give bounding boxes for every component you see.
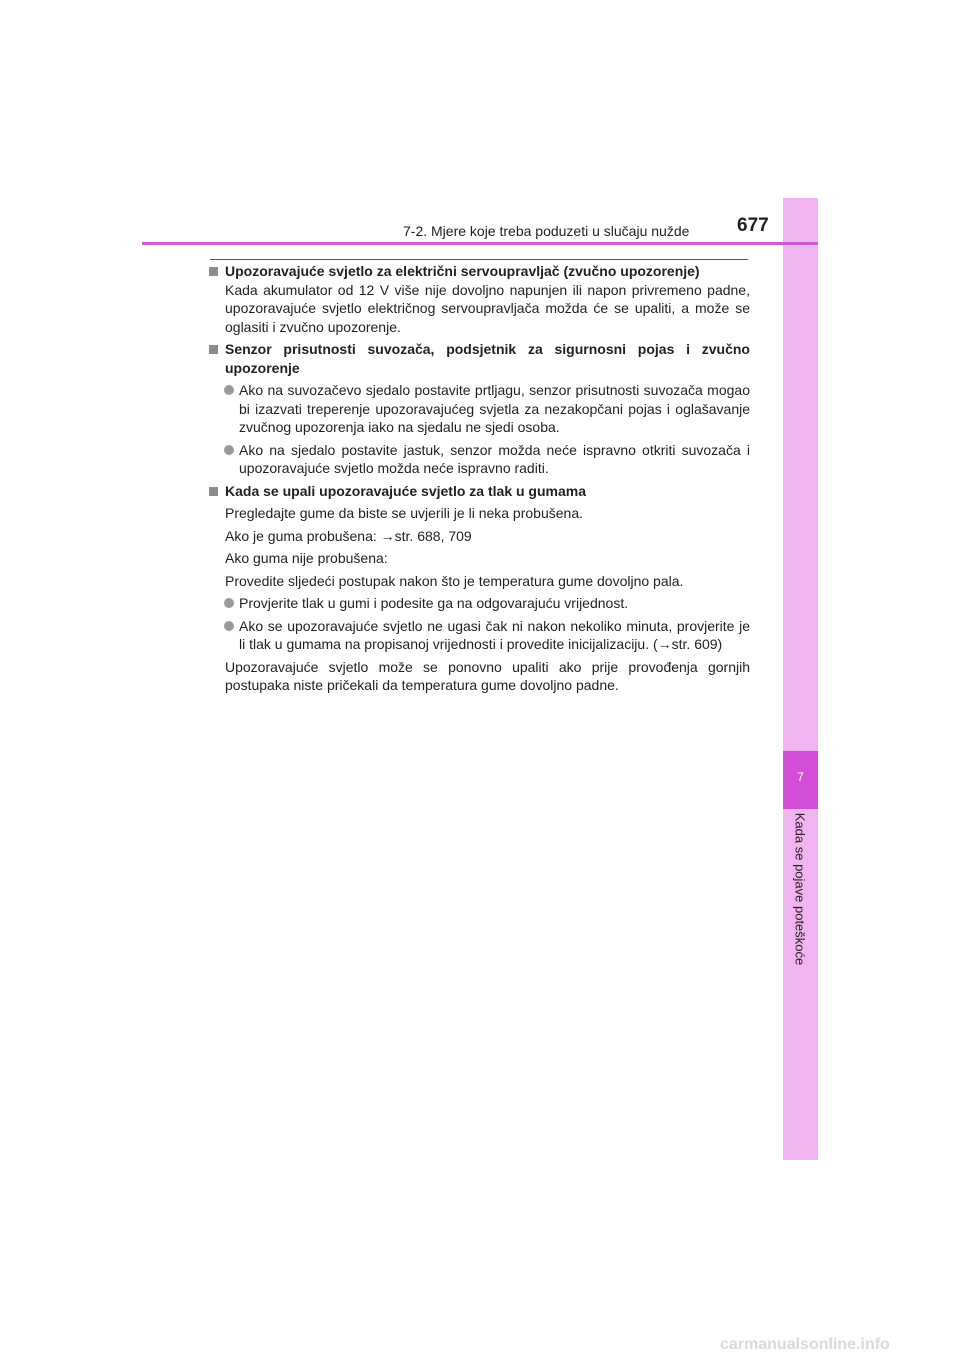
round-bullet-icon (224, 385, 234, 395)
paragraph: Ako guma nije probušena: (225, 550, 388, 566)
chapter-title: Kada se pojave poteškoće (792, 812, 808, 966)
list-item (209, 441, 750, 478)
square-bullet-icon (209, 345, 218, 354)
section-heading (209, 262, 750, 281)
square-bullet-icon (209, 487, 218, 496)
round-bullet-icon (224, 598, 234, 608)
round-bullet-icon (224, 445, 234, 455)
section-heading (209, 340, 750, 377)
paragraph: Kada akumulator od 12 V više nije dovoljno napunjen ili napon privremeno padne, upozoravajuće svjetlo električnog servoupravljača možda će se upaliti, a može se oglasiti i zvučno upozorenje. (225, 281, 750, 335)
page-content (209, 262, 750, 695)
round-bullet-icon (224, 621, 234, 631)
paragraph: Ako je guma probušena: →str. 688, 709 (225, 527, 472, 544)
paragraph: Pregledajte gume da biste se uvjerili je li neka probušena. (225, 505, 583, 521)
header-rule (142, 242, 818, 245)
section-heading-text: Kada se upali upozoravajuće svjetlo za tlak u gumama (225, 482, 587, 499)
paragraph: Provedite sljedeći postupak nakon što je temperatura gume dovoljno pala. (225, 572, 684, 589)
section-header: 7-2. Mjere koje treba poduzeti u slučaju nužde (403, 223, 690, 239)
square-bullet-icon (209, 267, 218, 276)
content-divider (210, 259, 748, 260)
list-item (209, 381, 750, 437)
section-heading-text: Senzor prisutnosti suvozača, podsjetnik za sigurnosni pojas i zvučno upozorenje (225, 341, 750, 376)
list-item-text: Ako se upozoravajuće svjetlo ne ugasi čak ni nakon nekoliko minuta, provjerite je li tlak u gumama na propisanoj vrijednosti i provedite inicijalizaciju. (→str. 609) (239, 617, 750, 652)
section-heading (209, 482, 750, 501)
list-item-text: Provjerite tlak u gumi i podesite ga na odgovarajuću vrijednost. (239, 595, 629, 611)
list-item (209, 617, 750, 654)
section-heading-text: Upozoravajuće svjetlo za električni servoupravljač (zvučno upozorenje) (225, 263, 700, 279)
chapter-side-tab (783, 198, 818, 1160)
page-number: 677 (737, 215, 769, 236)
watermark: carmanualsonline.info (720, 1336, 890, 1353)
list-item-text: Ako na sjedalo postavite jastuk, senzor možda neće ispravno otkriti suvozača i upozoravajuće svjetlo možda neće ispravno raditi. (239, 441, 750, 476)
list-item (209, 594, 750, 613)
paragraph: Upozoravajuće svjetlo može se ponovno upaliti ako prije provođenja gornjih postupaka niste pričekali da temperatura gume dovoljno padne. (225, 658, 750, 693)
list-item-text: Ako na suvozačevo sjedalo postavite prtljagu, senzor prisutnosti suvozača mogao bi izazvati treperenje upozoravajućeg svjetla za nezakopčani pojas i oglašavanje zvučnog upozorenja iako na sjedalu ne sjedi osoba. (239, 382, 750, 435)
chapter-number: 7 (797, 770, 804, 784)
